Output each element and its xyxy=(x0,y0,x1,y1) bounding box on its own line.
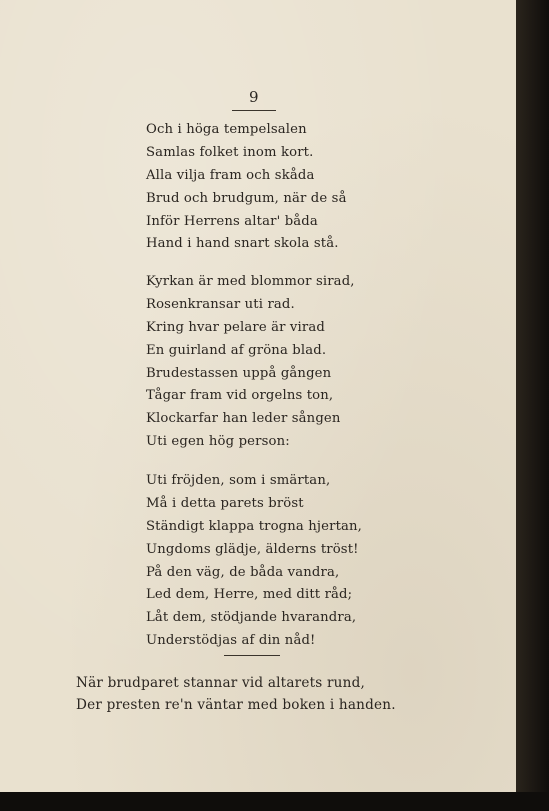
verse-line: På den väg, de båda vandra, xyxy=(146,564,340,580)
closing-lines xyxy=(76,672,396,716)
verse-line: Uti fröjden, som i smärtan, xyxy=(146,473,331,488)
verse-line: Alla vilja fram och skåda xyxy=(146,167,315,183)
verse-line: Rosenkransar uti rad. xyxy=(146,296,295,312)
verse-line: Brud och brudgum, när de så xyxy=(146,190,347,206)
verse-line: Hand i hand snart skola stå. xyxy=(146,236,339,252)
verse-line: Ungdoms glädje, älderns tröst! xyxy=(146,541,359,557)
verse-line: Och i höga tempelsalen xyxy=(146,122,307,137)
stanza-2 xyxy=(146,271,355,454)
verse-line: Kyrkan är med blommor sirad, xyxy=(146,274,355,289)
verse-line: Tågar fram vid orgelns ton, xyxy=(146,388,334,404)
section-divider xyxy=(224,655,280,656)
verse-line: Må i detta parets bröst xyxy=(146,495,304,511)
verse-line: En guirland af gröna blad. xyxy=(146,342,327,358)
page-bottom-shadow xyxy=(0,792,549,811)
page-edge-shadow xyxy=(516,0,549,811)
verse-line: Klockarfar han leder sången xyxy=(146,411,341,427)
verse-line: Kring hvar pelare är virad xyxy=(146,319,325,335)
stanza-1 xyxy=(146,119,347,256)
prose-line: När brudparet stannar vid altarets rund, xyxy=(76,675,365,691)
verse-line: Understödjas af din nåd! xyxy=(146,633,316,649)
verse-line: Samlas folket inom kort. xyxy=(146,144,314,160)
verse-line: Brudestassen uppå gången xyxy=(146,365,332,381)
prose-line: Der presten re'n väntar med boken i handen. xyxy=(76,697,396,713)
page-number: 9 xyxy=(249,88,259,106)
verse-line: Låt dem, stödjande hvarandra, xyxy=(146,610,357,626)
verse-line: Inför Herrens altar' båda xyxy=(146,213,318,229)
page-number-rule xyxy=(232,110,276,111)
stanza-3 xyxy=(146,470,362,653)
verse-line: Ständigt klappa trogna hjertan, xyxy=(146,518,363,534)
verse-line: Uti egen hög person: xyxy=(146,434,290,450)
verse-line: Led dem, Herre, med ditt råd; xyxy=(146,587,353,603)
